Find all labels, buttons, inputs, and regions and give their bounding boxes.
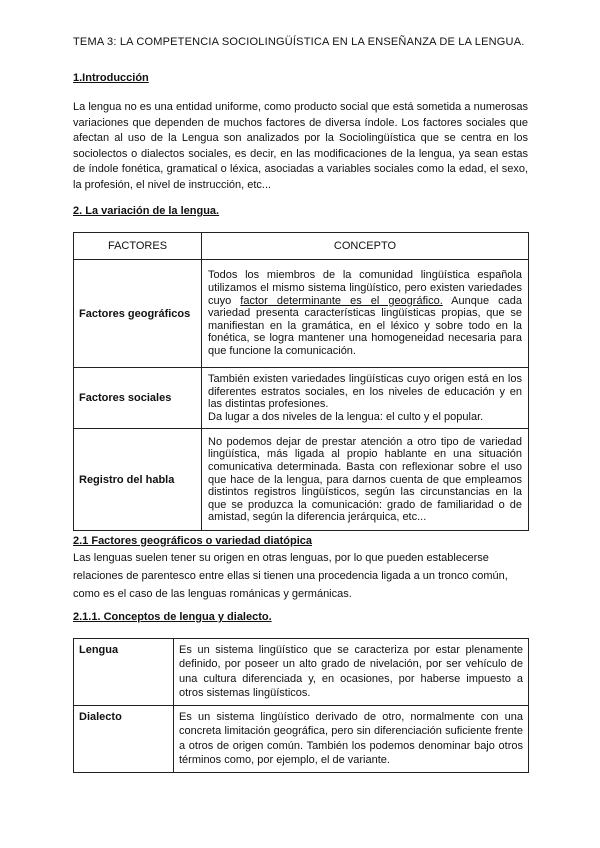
concept-text: Todos los miembros de la comunidad lingüística española utilizamos el mismo sistema lingüístico, pero existen variedades cuyo [208, 269, 522, 307]
concept-text-after: Aunque cada variedad presenta características lingüísticas propias, que se manifiestan en la gramática, en el léxico y sobre todo en la fonética, se logra mantener una homogeneidad necesaria para que funcione la comunicación. [208, 294, 522, 357]
section-2-1-1-heading: 2.1.1. Conceptos de lengua y dialecto. [73, 611, 272, 623]
section-1-heading: 1.Introducción [73, 72, 149, 84]
section-2-heading: 2. La variación de la lengua. [73, 205, 220, 217]
variation-table [73, 232, 529, 531]
table-row [74, 706, 529, 773]
term-cell: Lengua [74, 639, 174, 706]
lengua-dialecto-table [73, 638, 529, 773]
definition-cell: Es un sistema lingüístico que se caracteriza por estar plenamente definido, por poseer un alto grado de nivelación, por ser vehículo de una cultura diferenciada y, en ocasiones, por haberse impuesto a otros sistemas lingüísticos. [174, 639, 529, 706]
factor-cell: Registro del habla [74, 429, 202, 531]
factor-cell: Factores geográficos [74, 260, 202, 368]
concept-extra-text: Da lugar a dos niveles de la lengua: el culto y el popular. [208, 410, 484, 423]
header-concepto: CONCEPTO [202, 233, 529, 260]
table-row [74, 429, 529, 531]
term-cell: Dialecto [74, 706, 174, 773]
table-row [74, 639, 529, 706]
header-factores: FACTORES [74, 233, 202, 260]
table-header-row [74, 233, 529, 260]
factor-cell: Factores sociales [74, 368, 202, 429]
document-title: TEMA 3: LA COMPETENCIA SOCIOLINGÜÍSTICA EN LA ENSEÑANZA DE LA LENGUA. [73, 36, 525, 48]
table-row [74, 260, 529, 368]
concept-cell [202, 368, 529, 429]
section-1-paragraph: La lengua no es una entidad uniforme, como producto social que está sometida a numerosas variaciones que dependen de muchos factores de diversa índole. Los factores sociales que afectan al uso de la Lengua son analizados por la Sociolingüística que se centra en los sociolectos o dialectos sociales, es decir, en las modificaciones de la lengua, ya sean estas de índole fonética, gramatical o léxica, asociadas a variables sociales como la edad, el sexo, la profesión, el nivel de instrucción, etc... [73, 101, 528, 191]
section-2-1-paragraph: Las lenguas suelen tener su origen en otras lenguas, por lo que pueden establecerse relaciones de parentesco entre ellas si tienen una procedencia ligada a un tronco común, como es el caso de las lenguas románicas y germánicas. [73, 552, 508, 600]
definition-cell: Es un sistema lingüístico derivado de otro, normalmente con una concreta limitación geográfica, pero sin diferenciación suficiente frente a otros de origen común. También los podemos denominar bajo otros términos como, por ejemplo, el de variante. [174, 706, 529, 773]
concept-underlined-text: factor determinante es el geográfico. [240, 294, 443, 307]
table-row [74, 368, 529, 429]
concept-cell [202, 260, 529, 368]
section-2-1-heading: 2.1 Factores geográficos o variedad diatópica [73, 535, 313, 547]
concept-cell: No podemos dejar de prestar atención a otro tipo de variedad lingüística, más ligada al propio hablante en una situación comunicativa determinada. Basta con reflexionar sobre el uso que hace de la lengua, para darnos cuenta de que empleamos distintos registros lingüísticos, según las circunstancias en la que se produzca la comunicación: grado de familiaridad o de amistad, según la diferencia jerárquica, etc... [202, 429, 529, 531]
concept-text: También existen variedades lingüísticas cuyo origen está en los diferentes estratos sociales, en los niveles de educación y en las distintas profesiones. [208, 373, 522, 411]
